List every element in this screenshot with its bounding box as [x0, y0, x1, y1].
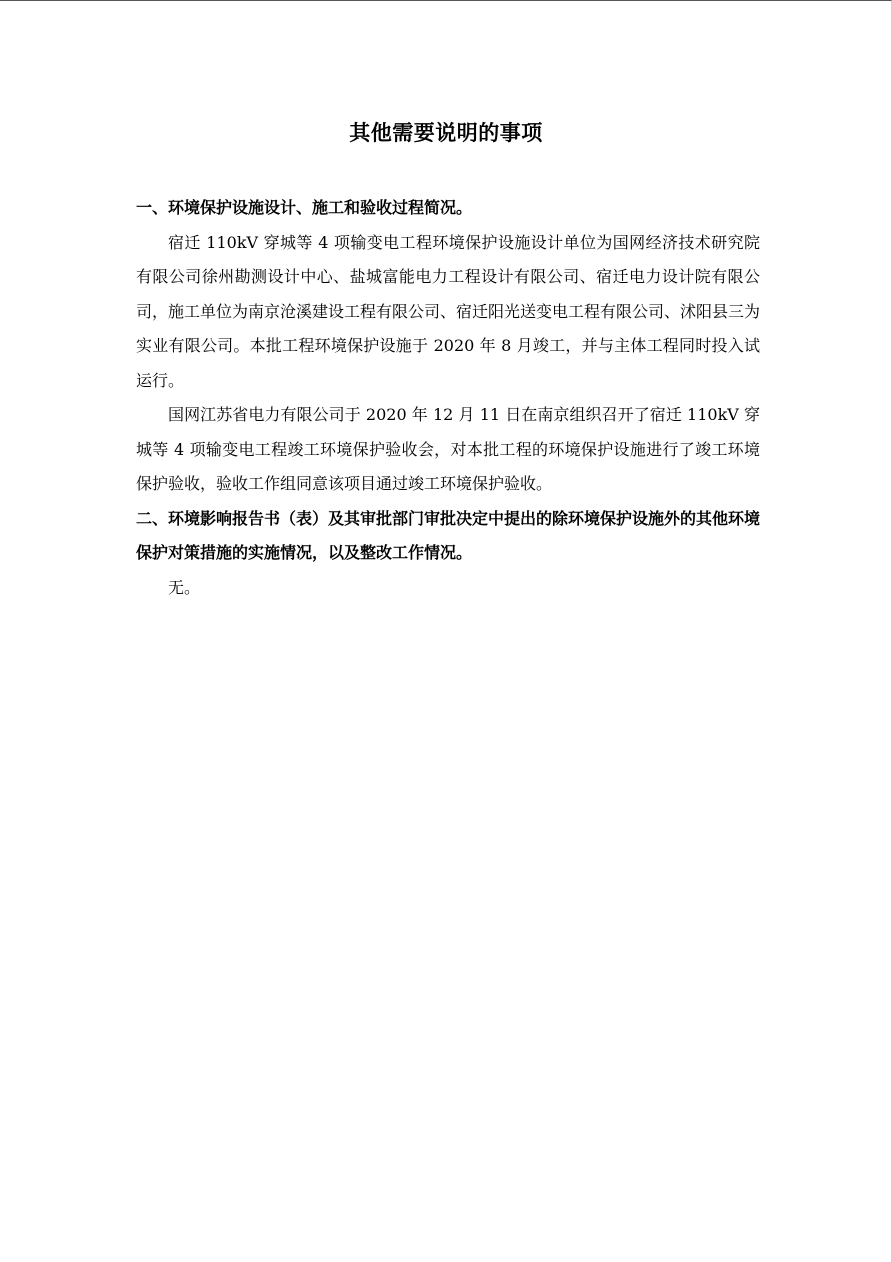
section-2	[136, 502, 760, 606]
section-1	[136, 191, 760, 502]
section-2-paragraph-1: 无。	[168, 577, 201, 597]
section-1-paragraph-2: 国网江苏省电力有限公司于 2020 年 12 月 11 日在南京组织召开了宿迁 110kV 穿城等 4 项输变电工程竣工环境保护验收会，对本批工程的环境保护设施进行了竣工环境保护验收，验收工作组同意该项目通过竣工环境保护验收。	[136, 405, 760, 493]
page-title: 其他需要说明的事项	[349, 121, 543, 145]
section-heading-1: 一、环境保护设施设计、施工和验收过程简况。	[136, 198, 473, 217]
section-heading-2: 二、环境影响报告书（表）及其审批部门审批决定中提出的除环境保护设施外的其他环境保护对策措施的实施情况，以及整改工作情况。	[136, 508, 761, 562]
document-body	[136, 191, 760, 605]
section-1-paragraph-1: 宿迁 110kV 穿城等 4 项输变电工程环境保护设施设计单位为国网经济技术研究院有限公司徐州勘测设计中心、盐城富能电力工程设计有限公司、宿迁电力设计院有限公司，施工单位为南京沧溪建设工程有限公司、宿迁阳光送变电工程有限公司、沭阳县三为实业有限公司。本批工程环境保护设施于 2020 年 8 月竣工，并与主体工程同时投入试运行。	[136, 232, 761, 390]
